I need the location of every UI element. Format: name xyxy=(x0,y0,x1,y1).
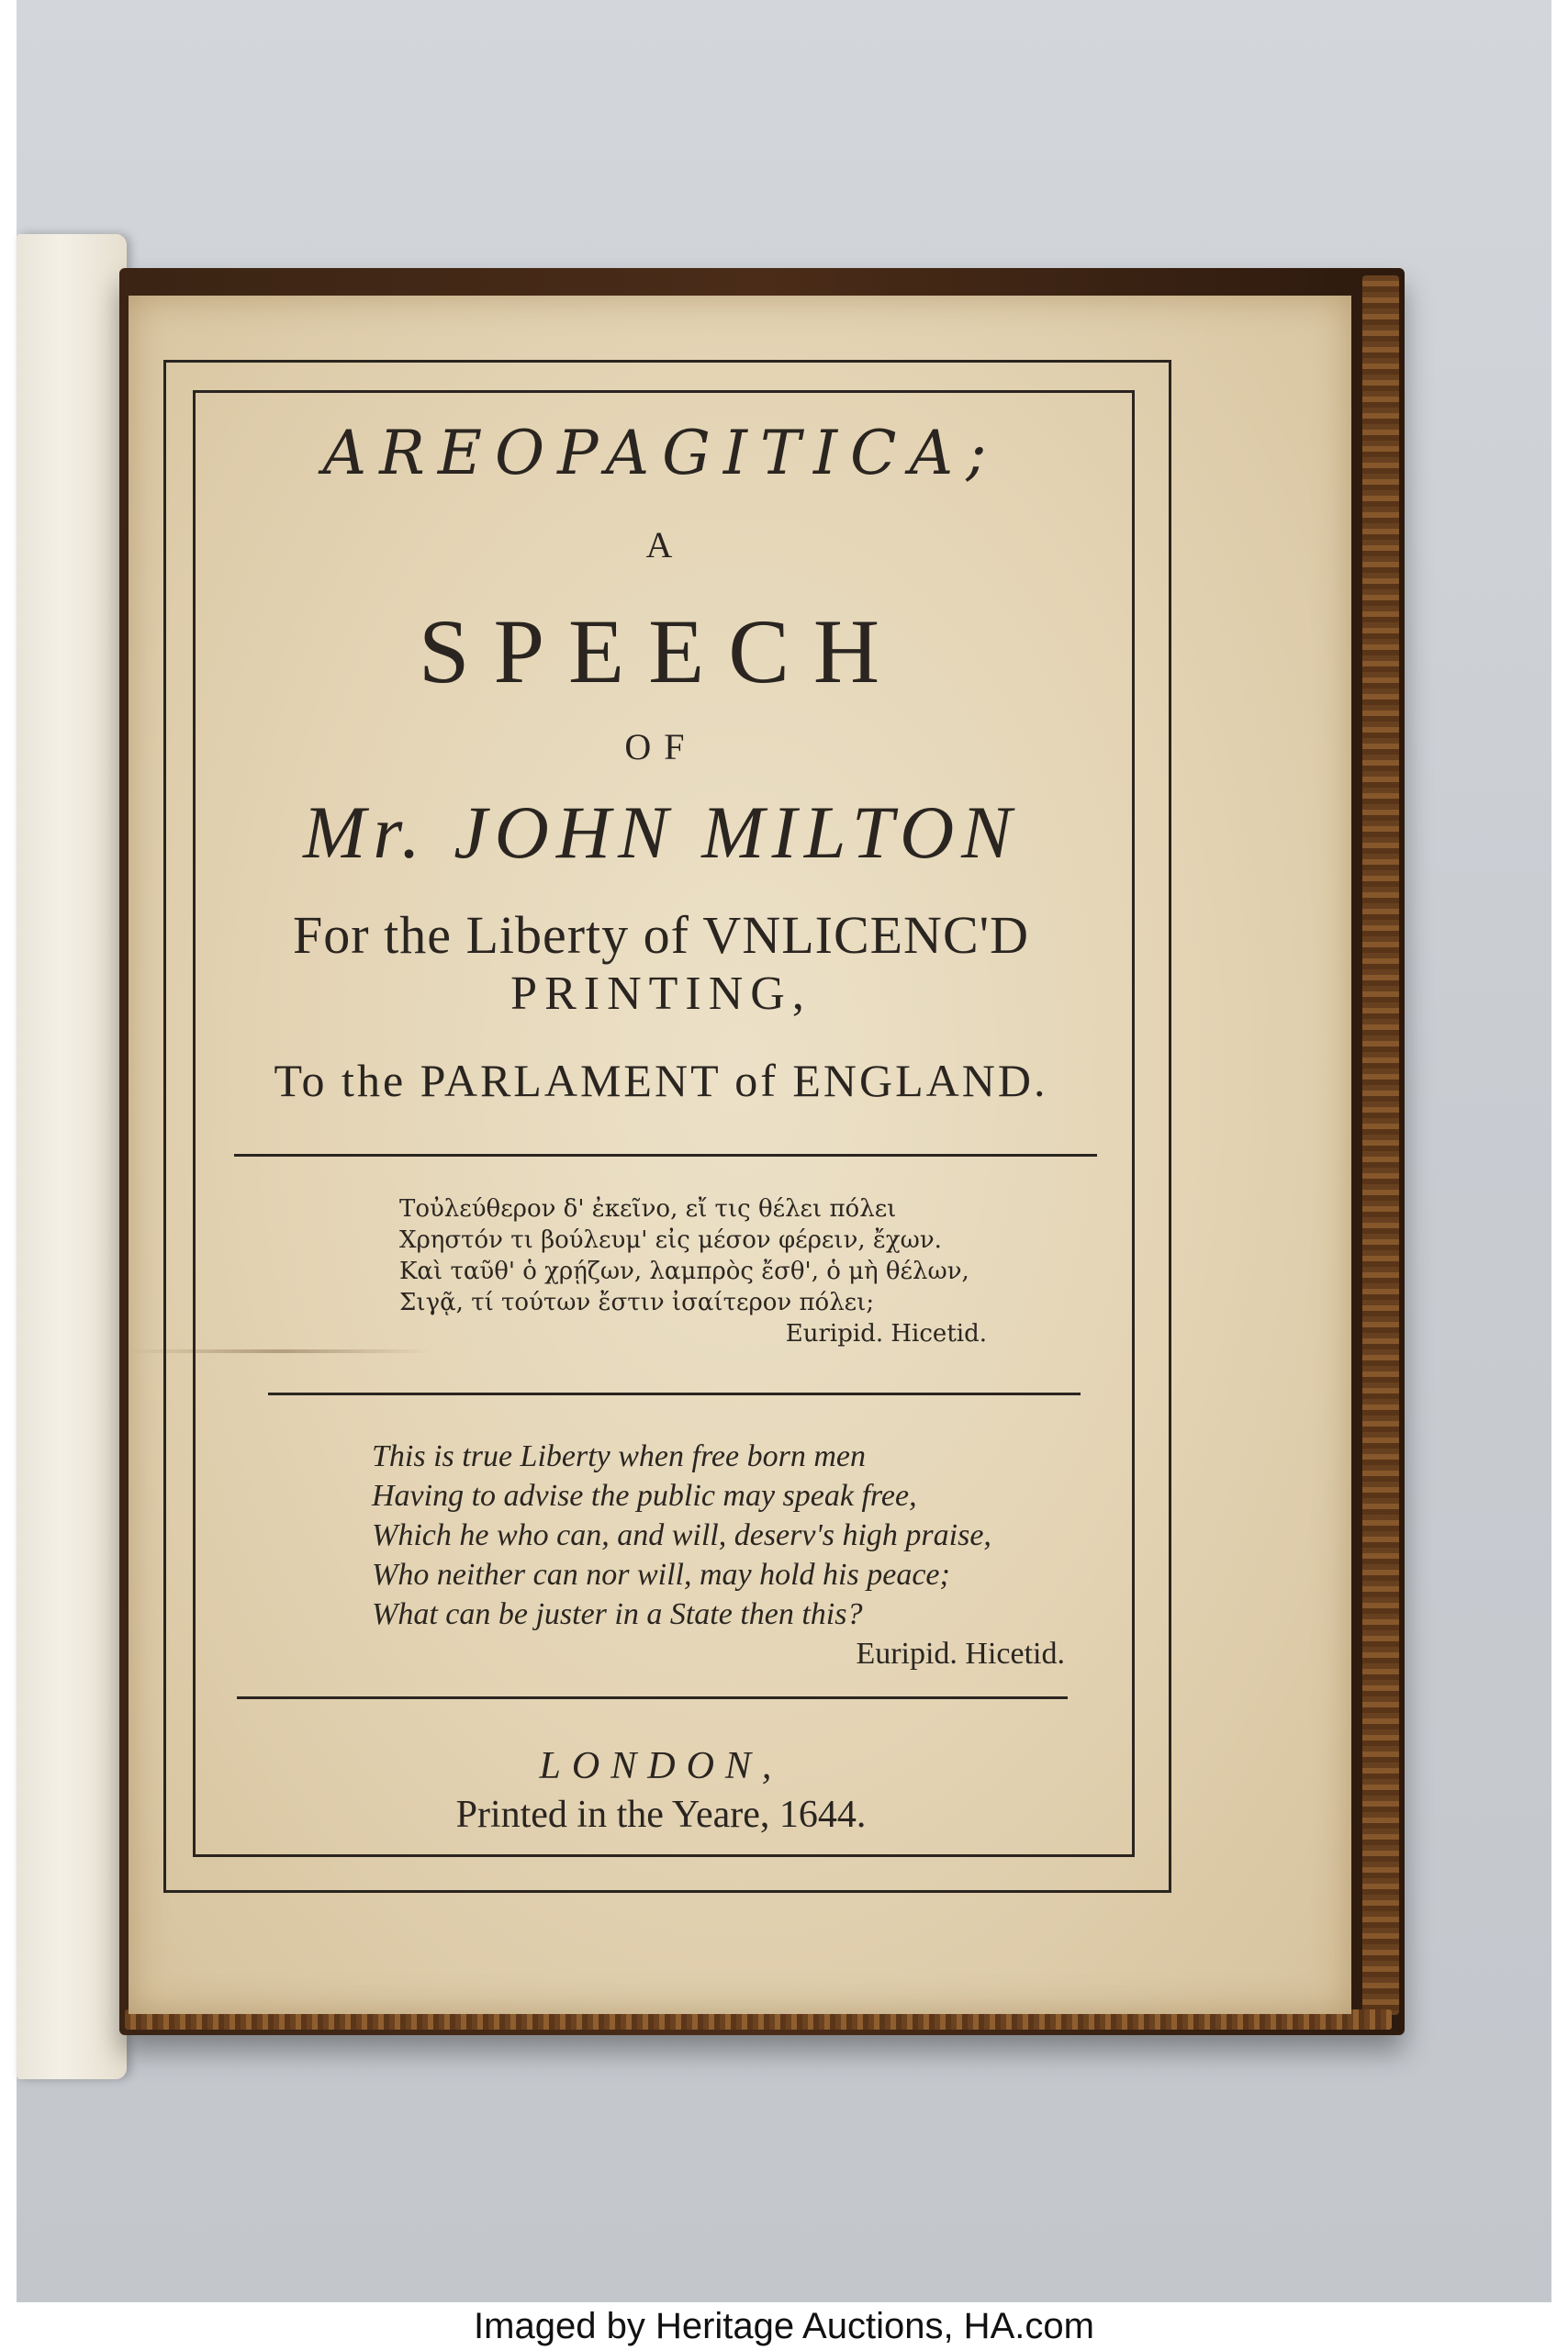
author-name: Mr. JOHN MILTON xyxy=(303,790,1019,874)
rule-1 xyxy=(234,1154,1097,1157)
greek-line: Χρηστόν τι βούλευμ' εἰς μέσον φέρειν, ἔχων. xyxy=(399,1226,942,1254)
english-line: What can be juster in a State then this? xyxy=(372,1597,863,1631)
english-line: This is true Liberty when free born men xyxy=(372,1439,866,1473)
subtitle-line-2: PRINTING, xyxy=(510,968,812,1020)
greek-line: Σιγᾷ, τί τούτων ἔστιν ἰσαίτερον πόλει; xyxy=(399,1289,875,1316)
english-attribution: Euripid. Hicetid. xyxy=(856,1637,1065,1671)
of-line: OF xyxy=(624,726,698,767)
english-epigraph xyxy=(372,1437,1070,1673)
imprint-city: LONDON, xyxy=(539,1745,783,1787)
english-line: Who neither can nor will, may hold his peace; xyxy=(372,1558,950,1592)
greek-epigraph xyxy=(399,1193,1042,1349)
english-line: Which he who can, and will, deserv's high praise, xyxy=(372,1518,991,1552)
speech-heading: SPEECH xyxy=(418,600,904,702)
article-a: A xyxy=(645,524,677,565)
imprint-date: Printed in the Yeare, 1644. xyxy=(455,1794,867,1836)
cover-tooled-edge xyxy=(1362,275,1399,2015)
english-line: Having to advise the public may speak free, xyxy=(372,1479,917,1513)
addressee-line: To the PARLAMENT of ENGLAND. xyxy=(274,1055,1048,1106)
rule-3 xyxy=(237,1696,1068,1699)
greek-attribution: Euripid. Hicetid. xyxy=(785,1320,987,1348)
image-credit: Imaged by Heritage Auctions, HA.com xyxy=(0,2302,1568,2350)
greek-line: Καὶ ταῦθ' ὁ χρῄζων, λαμπρὸς ἔσθ', ὁ μὴ θέλων, xyxy=(399,1258,969,1285)
book-title: AREOPAGITICA; xyxy=(322,418,1000,488)
rule-2 xyxy=(268,1393,1081,1395)
subtitle-line-1: For the Liberty of VNLICENC'D xyxy=(293,905,1029,965)
left-page-leaf xyxy=(17,234,127,2079)
greek-line: Τοὐλεύθερον δ' ἐκεῖνο, εἴ τις θέλει πόλει xyxy=(399,1195,897,1223)
